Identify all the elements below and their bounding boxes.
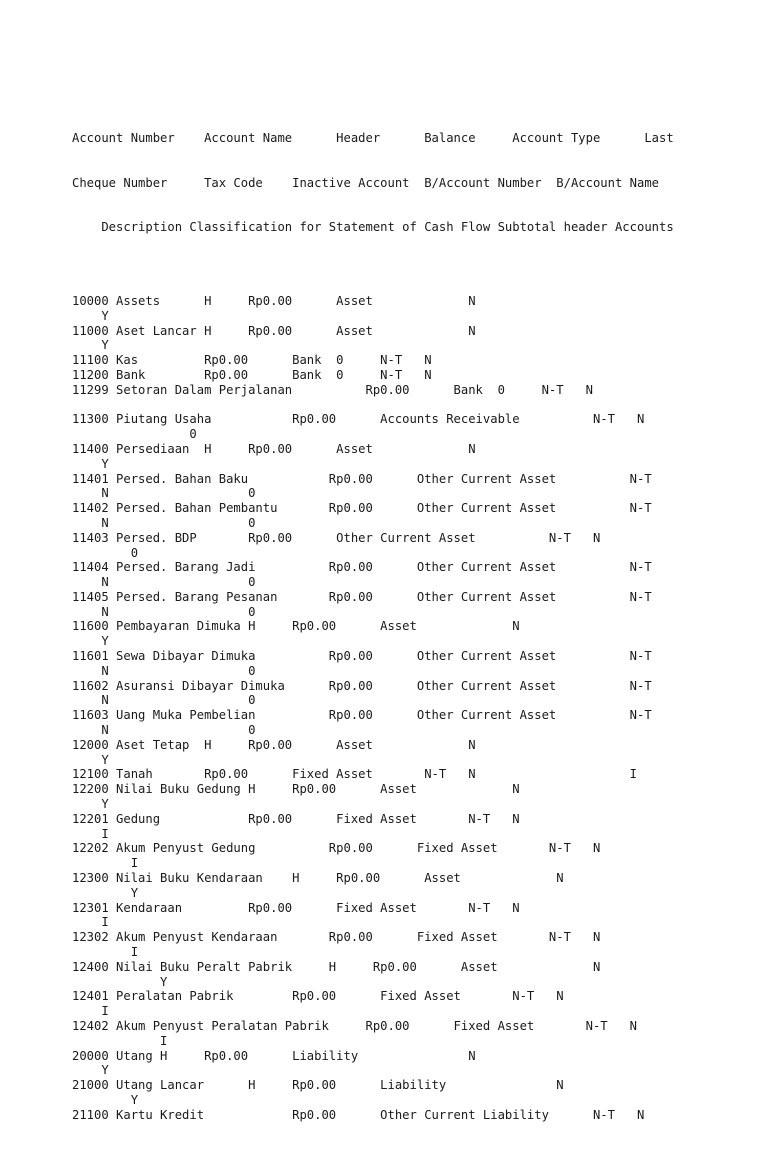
account-record-continuation: N 0 <box>72 693 256 708</box>
account-record-continuation: N 0 <box>72 515 256 530</box>
account-record-line: 12301 Kendaraan Rp0.00 Fixed Asset N-T N <box>72 900 520 915</box>
account-record-line: 11100 Kas Rp0.00 Bank 0 N-T N <box>72 353 432 368</box>
account-record <box>72 1078 674 1108</box>
account-record-line: 12202 Akum Penyust Gedung Rp0.00 Fixed Asset N-T N <box>72 841 601 856</box>
account-record <box>72 679 674 709</box>
account-record <box>72 368 674 383</box>
account-record-continuation: Y <box>72 752 109 767</box>
account-record-continuation: I <box>72 945 139 960</box>
account-record-line: 11401 Persed. Bahan Baku Rp0.00 Other Current Asset N-T <box>72 471 652 486</box>
account-record-continuation: I <box>72 826 109 841</box>
account-record <box>72 1049 674 1079</box>
header-line: Cheque Number Tax Code Inactive Account B/Account Number B/Account Name <box>72 175 659 190</box>
account-record-continuation: I <box>72 1033 168 1048</box>
account-record-line: 10000 Assets H Rp0.00 Asset N <box>72 293 476 308</box>
account-record-line: 12401 Peralatan Pabrik Rp0.00 Fixed Asset N-T N <box>72 989 564 1004</box>
account-record-continuation: N 0 <box>72 663 256 678</box>
account-record-continuation: I <box>72 1004 109 1019</box>
account-record-continuation: N 0 <box>72 604 256 619</box>
account-record-line: 11200 Bank Rp0.00 Bank 0 N-T N <box>72 367 432 382</box>
account-record-line: 12000 Aset Tetap H Rp0.00 Asset N <box>72 737 476 752</box>
account-record <box>72 619 674 649</box>
account-record-line: 11403 Persed. BDP Rp0.00 Other Current Asset N-T N <box>72 530 601 545</box>
account-record-line: 11602 Asuransi Dibayar Dimuka Rp0.00 Other Current Asset N-T <box>72 678 652 693</box>
account-record <box>72 412 674 442</box>
header-line: Account Number Account Name Header Balance Account Type Last <box>72 131 674 146</box>
account-record-line: 12300 Nilai Buku Kendaraan H Rp0.00 Asset N <box>72 871 564 886</box>
account-record <box>72 324 674 354</box>
account-record <box>72 590 674 620</box>
account-record <box>72 560 674 590</box>
account-record-continuation: Y <box>72 974 168 989</box>
account-record-line: 11600 Pembayaran Dimuka H Rp0.00 Asset N <box>72 619 520 634</box>
report-header <box>72 102 674 265</box>
account-record-line: 11601 Sewa Dibayar Dimuka Rp0.00 Other Current Asset N-T <box>72 649 652 664</box>
account-record-line: 21000 Utang Lancar H Rp0.00 Liability N <box>72 1078 564 1093</box>
account-record-line: 12201 Gedung Rp0.00 Fixed Asset N-T N <box>72 811 520 826</box>
account-record <box>72 1019 674 1049</box>
account-record-continuation: Y <box>72 308 109 323</box>
account-record-continuation: 0 <box>72 545 139 560</box>
account-record-line: 11000 Aset Lancar H Rp0.00 Asset N <box>72 323 476 338</box>
account-record-continuation: N 0 <box>72 486 256 501</box>
account-record-continuation: N 0 <box>72 723 256 738</box>
account-record <box>72 989 674 1019</box>
account-record <box>72 649 674 679</box>
account-record <box>72 442 674 472</box>
account-record-line: 11400 Persediaan H Rp0.00 Asset N <box>72 441 476 456</box>
account-record-line: 12402 Akum Penyust Peralatan Pabrik Rp0.00 Fixed Asset N-T N <box>72 1019 637 1033</box>
account-record <box>72 871 674 901</box>
account-record-line: 12200 Nilai Buku Gedung H Rp0.00 Asset N <box>72 782 520 797</box>
account-record-line: 12302 Akum Penyust Kendaraan Rp0.00 Fixed Asset N-T N <box>72 930 601 945</box>
account-record <box>72 353 674 368</box>
account-record <box>72 960 674 990</box>
account-record <box>72 531 674 561</box>
record-spacer <box>72 398 674 413</box>
account-record <box>72 930 674 960</box>
account-record-continuation: Y <box>72 885 139 900</box>
header-line: Description Classification for Statement of Cash Flow Subtotal header Accounts <box>72 219 674 234</box>
account-record-continuation: Y <box>72 1063 109 1078</box>
account-record-line: 11405 Persed. Barang Pesanan Rp0.00 Other Current Asset N-T <box>72 589 652 604</box>
account-record <box>72 782 674 812</box>
account-record-line: 12400 Nilai Buku Peralt Pabrik H Rp0.00 Asset N <box>72 959 601 974</box>
account-record <box>72 472 674 502</box>
account-record-line: 11603 Uang Muka Pembelian Rp0.00 Other Current Asset N-T <box>72 708 652 723</box>
account-record-line: 21100 Kartu Kredit Rp0.00 Other Current Liability N-T N <box>72 1107 645 1122</box>
account-record-line: 11402 Persed. Bahan Pembantu Rp0.00 Other Current Asset N-T <box>72 501 652 516</box>
account-record <box>72 841 674 871</box>
account-list-report <box>72 72 674 1152</box>
account-records <box>72 294 674 1123</box>
account-record <box>72 738 674 768</box>
account-record <box>72 383 674 398</box>
account-record <box>72 294 674 324</box>
account-record-continuation: Y <box>72 456 109 471</box>
account-record-continuation: 0 <box>72 427 197 442</box>
account-record-line: 12100 Tanah Rp0.00 Fixed Asset N-T N I <box>72 767 637 782</box>
account-record <box>72 501 674 531</box>
account-record-line: 20000 Utang H Rp0.00 Liability N <box>72 1048 476 1063</box>
account-record <box>72 812 674 842</box>
account-record-line: 11299 Setoran Dalam Perjalanan Rp0.00 Bank 0 N-T N <box>72 382 593 397</box>
account-record-continuation: I <box>72 856 139 871</box>
account-record-continuation: Y <box>72 634 109 649</box>
account-record-continuation: Y <box>72 1092 139 1107</box>
account-record-line: 11300 Piutang Usaha Rp0.00 Accounts Receivable N-T N <box>72 412 645 427</box>
account-record-continuation: Y <box>72 797 109 812</box>
account-record <box>72 767 674 782</box>
account-record <box>72 901 674 931</box>
account-record-line: 11404 Persed. Barang Jadi Rp0.00 Other Current Asset N-T <box>72 560 652 575</box>
account-record <box>72 708 674 738</box>
account-record <box>72 1108 674 1123</box>
account-record-continuation: Y <box>72 338 109 353</box>
account-record-continuation: N 0 <box>72 575 256 590</box>
account-record-continuation: I <box>72 915 109 930</box>
